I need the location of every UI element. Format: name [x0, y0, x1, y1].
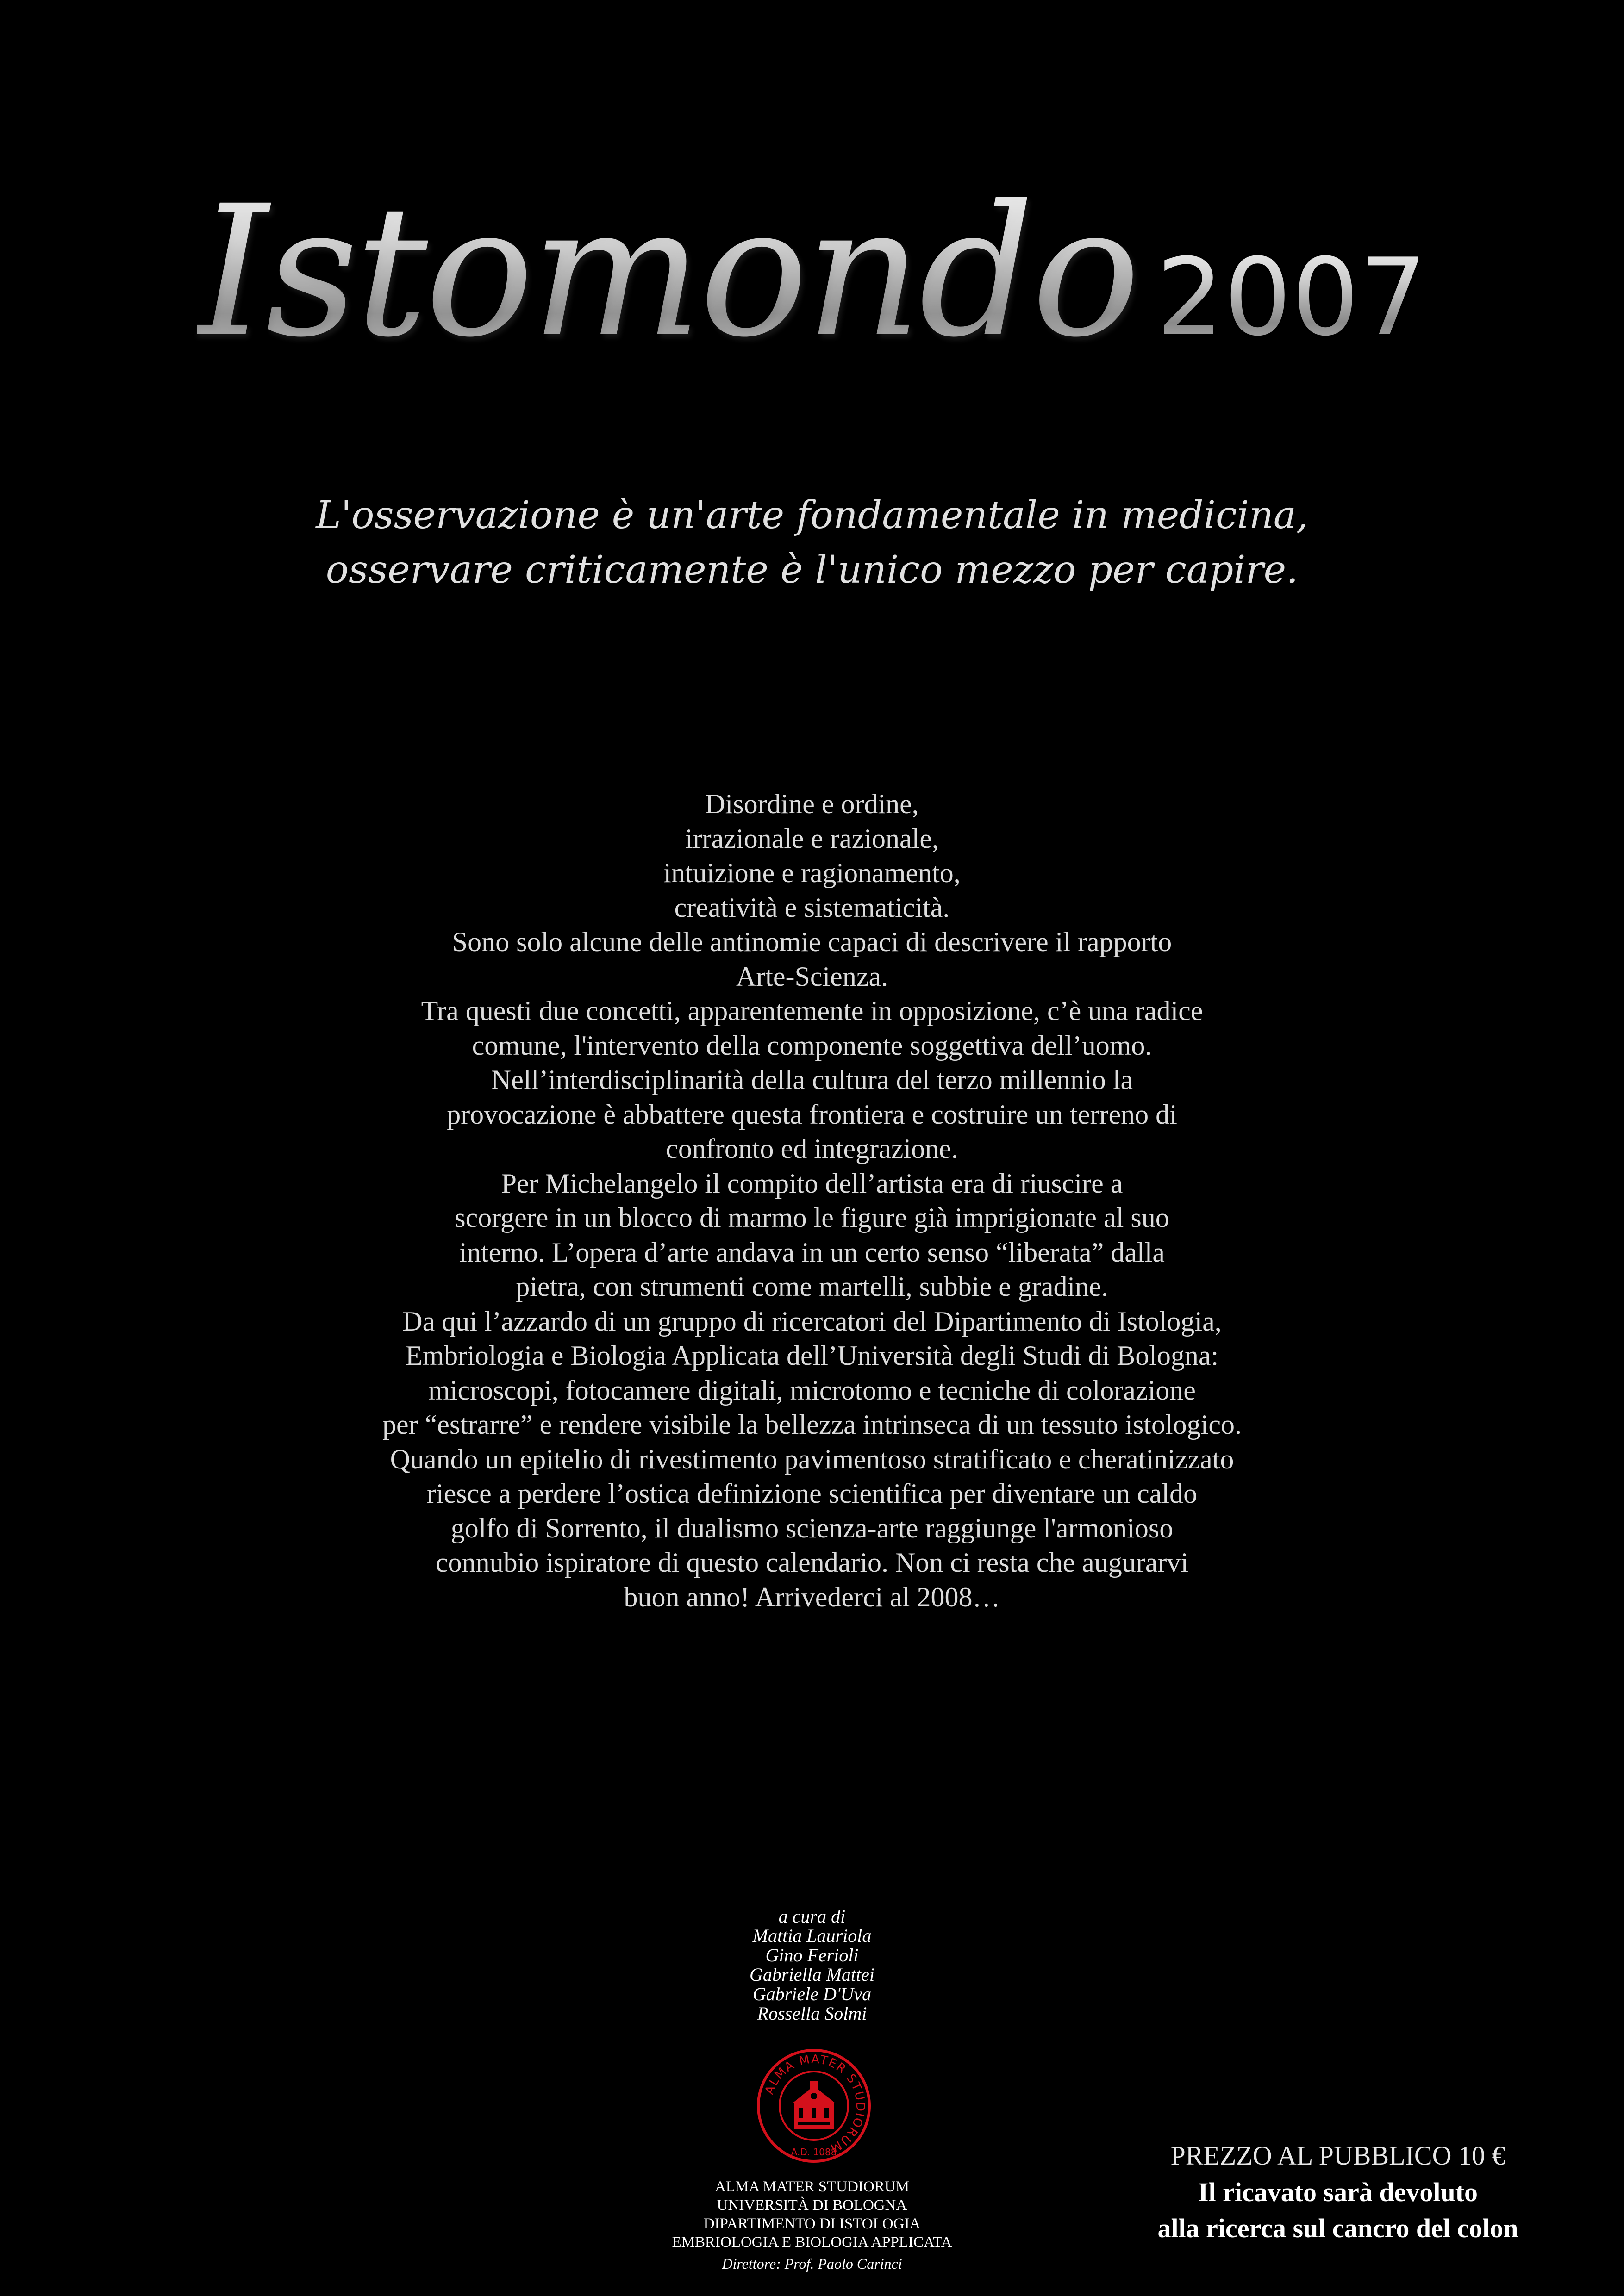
body-line: golfo di Sorrento, il dualismo scienza-arte raggiunge l'armonioso — [450, 1512, 1174, 1543]
price-note-line: alla ricerca sul cancro del colon — [1157, 2213, 1518, 2243]
body-line: intuizione e ragionamento, — [663, 858, 961, 888]
credits-name: Gabriele D'Uva — [752, 1984, 872, 2004]
title-main: Istomondo — [197, 167, 1138, 377]
body-line: connubio ispiratore di questo calendario. Non ci resta che augurarvi — [435, 1547, 1189, 1578]
institution-line: EMBRIOLOGIA E BIOLOGIA APPLICATA — [672, 2234, 952, 2251]
seal-icon — [756, 2048, 872, 2164]
body-line: interno. L’opera d’arte andava in un certo senso “liberata” dalla — [459, 1237, 1165, 1268]
credits-name: Mattia Lauriola — [752, 1925, 872, 1946]
motto-line: osservare criticamente è l'unico mezzo per capire. — [325, 548, 1299, 592]
body-line: Per Michelangelo il compito dell’artista era di riuscire a — [501, 1168, 1123, 1199]
body-line: provocazione è abbattere questa frontiera e costruire un terreno di — [447, 1099, 1177, 1130]
body-line: Da qui l’azzardo di un gruppo di ricercatori del Dipartimento di Istologia, — [402, 1306, 1222, 1337]
university-seal-logo — [756, 2048, 872, 2164]
credits-name: Gabriella Mattei — [750, 1964, 874, 1985]
body-line: Arte-Scienza. — [736, 961, 888, 992]
price-note-line: Il ricavato sarà devoluto — [1198, 2177, 1478, 2207]
body-line: confronto ed integrazione. — [666, 1133, 958, 1164]
price-block — [1083, 2137, 1593, 2246]
body-line: buon anno! Arrivederci al 2008… — [624, 1581, 1000, 1612]
institution-director: Direttore: Prof. Paolo Carinci — [722, 2255, 902, 2272]
body-line: per “estrarre” e rendere visibile la bellezza intrinseca di un tessuto istologico. — [382, 1409, 1242, 1440]
motto-line: L'osservazione è un'arte fondamentale in medicina, — [316, 493, 1308, 537]
seal-text: ALMA MATER STUDIORUM — [762, 2052, 868, 2156]
title-year: 2007 — [1156, 236, 1427, 360]
body-line: comune, l'intervento della componente soggettiva dell’uomo. — [472, 1030, 1152, 1061]
body-line: pietra, con strumenti come martelli, subbie e gradine. — [516, 1271, 1108, 1302]
body-line: Disordine e ordine, — [705, 789, 919, 819]
credits-name: Gino Ferioli — [765, 1945, 859, 1966]
body-line: microscopi, fotocamere digitali, microtomo e tecniche di colorazione — [428, 1375, 1196, 1406]
credits-name: Rossella Solmi — [757, 2003, 867, 2024]
price-label: PREZZO AL PUBBLICO 10 € — [1170, 2140, 1505, 2171]
poster-title — [0, 167, 1624, 377]
institution-line: UNIVERSITÀ DI BOLOGNA — [717, 2197, 907, 2214]
seal-date: A.D. 1088 — [791, 2147, 837, 2158]
body-line: Quando un epitelio di rivestimento pavimentoso stratificato e cheratinizzato — [390, 1444, 1234, 1475]
institution-line: DIPARTIMENTO DI ISTOLOGIA — [703, 2215, 921, 2232]
body-line: riesce a perdere l’ostica definizione scientifica per diventare un caldo — [426, 1478, 1198, 1509]
body-line: Sono solo alcune delle antinomie capaci di descrivere il rapporto — [452, 927, 1172, 957]
motto — [0, 488, 1624, 597]
body-line: irrazionale e razionale, — [685, 823, 939, 854]
body-line: Tra questi due concetti, apparentemente in opposizione, c’è una radice — [421, 996, 1203, 1026]
credits-heading: a cura di — [778, 1906, 846, 1927]
body-line: scorgere in un blocco di marmo le figure già imprigionate al suo — [455, 1202, 1169, 1233]
credits — [0, 1907, 1624, 2023]
body-line: Nell’interdisciplinarità della cultura del terzo millennio la — [491, 1064, 1133, 1095]
body-text — [0, 787, 1624, 1614]
body-line: Embriologia e Biologia Applicata dell’Università degli Studi di Bologna: — [405, 1340, 1219, 1371]
body-line: creatività e sistematicità. — [674, 892, 950, 923]
institution-line: ALMA MATER STUDIORUM — [715, 2178, 909, 2195]
